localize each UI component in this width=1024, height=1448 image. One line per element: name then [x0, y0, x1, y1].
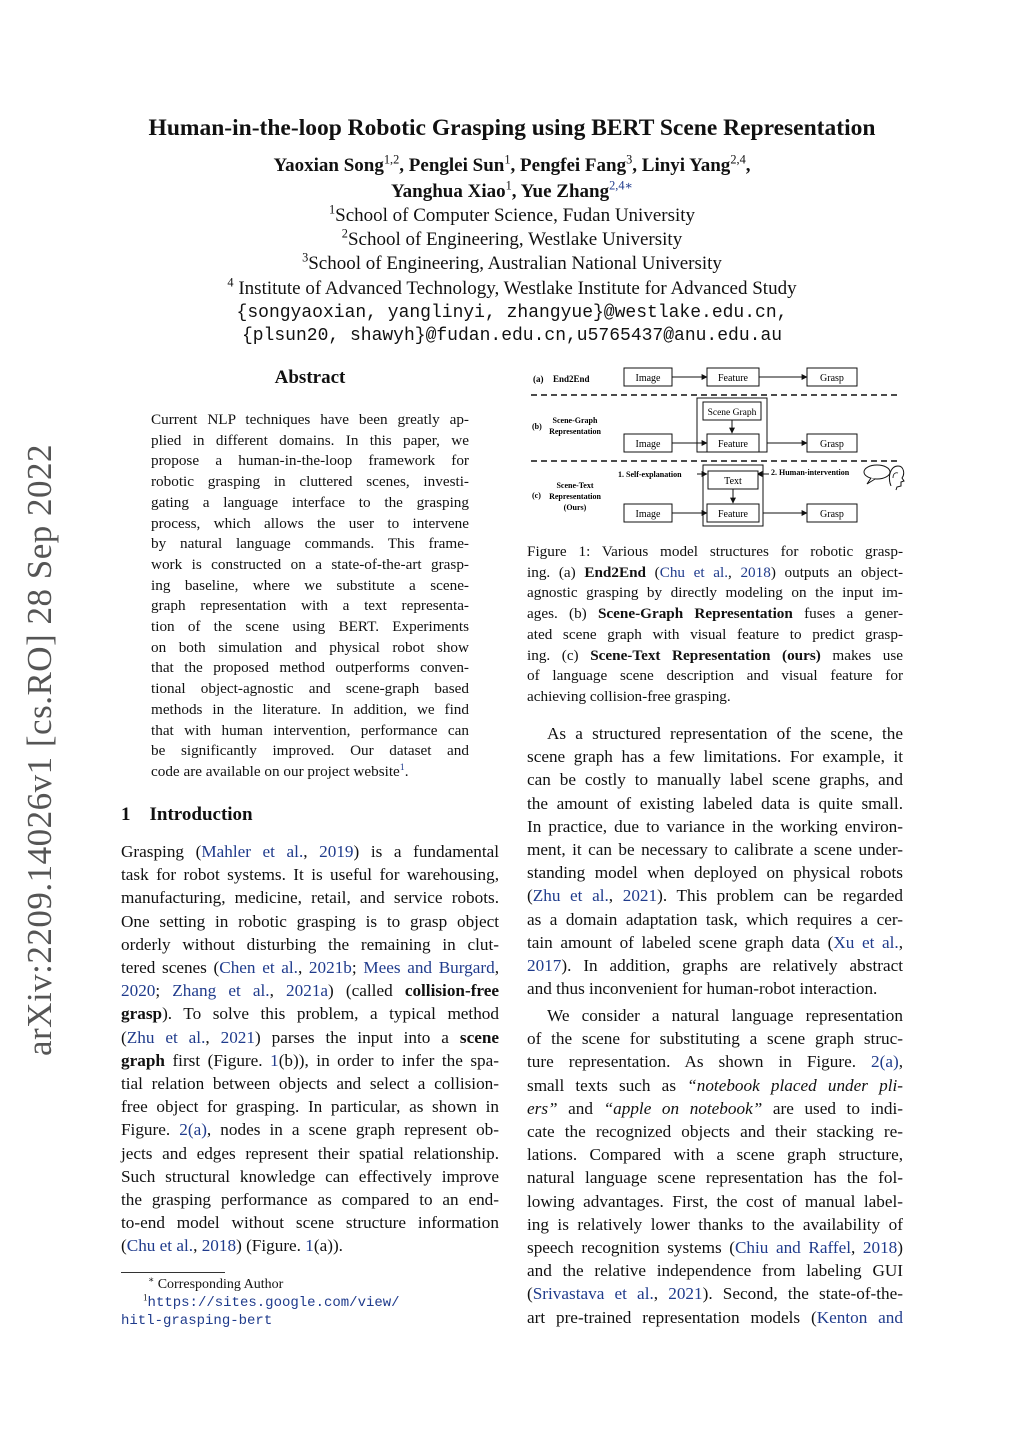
text-line — [527, 667, 903, 688]
self-explanation-label: 1. Self-explanation — [618, 470, 682, 479]
text-run: by natural language commands. This frame- — [151, 535, 469, 553]
paper-title: Human-in-the-loop Robotic Grasping using BERT Scene Representation — [148, 115, 876, 141]
footnote-rule — [121, 1272, 225, 1273]
text-line — [151, 452, 469, 473]
text-run: free object for grasping. In particular, as shown in — [121, 1097, 499, 1117]
feature-label-c: Feature — [718, 509, 748, 520]
author-line-2 — [100, 178, 924, 203]
citation-link[interactable]: 2018 — [201, 1236, 237, 1256]
project-url-link[interactable]: https://sites.google.com/view/ — [147, 1295, 400, 1311]
text-run: that the proposed method outperforms conven- — [151, 659, 469, 677]
text-line — [527, 1122, 903, 1145]
author-affil-sup: 1 — [505, 178, 512, 193]
citation-link[interactable]: 2021 — [668, 1284, 703, 1304]
text-run: ated scene graph with visual feature to predict grasp- — [527, 625, 903, 643]
text-run: scene graph has a few limitations. For example, it — [527, 747, 903, 767]
citation-link[interactable]: 1 — [270, 1050, 279, 1070]
text-run: , — [303, 842, 320, 861]
text-run: ). This problem can be regarded — [657, 886, 904, 906]
text-run: , — [898, 932, 903, 952]
author-affil-sup: 2,4 — [730, 152, 746, 167]
text-run: , nodes in a scene graph represent ob- — [206, 1120, 500, 1140]
text-line — [151, 577, 469, 598]
row-c-name-3: (Ours) — [563, 503, 587, 512]
text-run: , — [297, 958, 309, 977]
text-run: agnostic grasping by directly modeling on the input im- — [527, 584, 903, 602]
author-name: , Penglei Sun — [399, 155, 505, 176]
image-label-c: Image — [635, 509, 661, 520]
text-run: tional object-agnostic and scene-graph based — [151, 680, 469, 698]
text-line — [527, 647, 903, 668]
text-line — [527, 1168, 903, 1191]
text-run: process, which allows the user to intervene — [151, 514, 469, 532]
text-line — [121, 958, 499, 981]
abstract-body — [151, 411, 469, 791]
text-line — [527, 543, 903, 564]
image-label-a: Image — [635, 373, 661, 384]
text-line — [121, 1004, 499, 1027]
text-run: In practice, due to variance in the working environ- — [527, 816, 903, 836]
citation-link[interactable]: Zhang et al. — [172, 981, 270, 1001]
author-affil-sup: 2,4∗ — [609, 178, 633, 193]
text-line — [121, 842, 499, 865]
italic-quote: ers” — [527, 1098, 558, 1118]
text-line — [121, 981, 499, 1004]
row-b-name-2: Representation — [549, 427, 601, 436]
text-run: on both simulation and physical robot show — [151, 638, 469, 656]
text-run: task for robot systems. It is useful for warehousing, — [121, 865, 499, 885]
text-run: ) outputs an object- — [770, 563, 904, 581]
text-line — [151, 659, 469, 680]
text-line — [527, 1215, 903, 1238]
text-line — [527, 933, 903, 956]
text-run: ). In addition, graphs are relatively abstract — [561, 956, 903, 975]
row-b-label: (b) — [532, 422, 542, 431]
text-run: , — [193, 1236, 202, 1256]
footnote-text: Corresponding Author — [154, 1277, 284, 1292]
text-run: ( — [645, 563, 660, 581]
text-line — [527, 564, 903, 585]
author-name: , Linyi Yang — [632, 155, 731, 176]
affiliation-1 — [100, 202, 924, 227]
text-run: ( — [527, 1284, 533, 1304]
text-line — [121, 1074, 499, 1097]
text-line — [121, 1028, 499, 1051]
text-line — [151, 494, 469, 515]
text-run: ( — [527, 886, 533, 906]
image-label-b: Image — [635, 439, 661, 450]
citation-link[interactable]: 2021a — [286, 981, 329, 1001]
row-c-name-2: Representation — [549, 492, 601, 501]
scene-graph-label-b: Scene Graph — [707, 408, 757, 418]
text-line — [527, 1076, 903, 1099]
text-run: Grasping ( — [121, 842, 202, 861]
text-run: cate the recognized objects and their stacking re- — [527, 1122, 903, 1141]
author-name: Yaoxian Song — [273, 155, 384, 176]
text-line — [527, 886, 903, 909]
text-line — [151, 556, 469, 577]
text-run: (b)), in order to infer the spa- — [278, 1050, 499, 1070]
author-name: , Pengfei Fang — [510, 155, 627, 176]
text-line — [527, 1308, 903, 1331]
text-line — [151, 515, 469, 536]
text-line — [121, 865, 499, 888]
text-line — [121, 1120, 499, 1143]
right-paragraph-2 — [527, 1006, 903, 1336]
text-run: robotic grasping in cluttered scenes, investi- — [151, 473, 469, 491]
arxiv-sidebar — [0, 443, 80, 1057]
text-run: fuses a gener- — [792, 605, 903, 623]
text-line — [121, 1051, 499, 1074]
affil-text: School of Engineering, Australian National University — [308, 253, 722, 274]
affil-sup: 1 — [328, 202, 336, 217]
text-line — [121, 1213, 499, 1236]
text-run: , — [205, 1027, 221, 1047]
grasp-label-b: Grasp — [820, 439, 844, 450]
citation-link[interactable]: Chen et al. — [219, 958, 298, 977]
citation-link[interactable]: 2017 — [527, 956, 562, 975]
citation-link[interactable]: 2021 — [622, 886, 658, 906]
text-line — [151, 639, 469, 660]
text-run: ing. (c) — [527, 646, 591, 664]
author-affil-sup: 1,2 — [383, 152, 400, 167]
affil-text: School of Engineering, Westlake University — [347, 229, 683, 250]
text-run: ) parses the input into a — [254, 1027, 460, 1047]
text-run: ing is relatively lower thanks to the availability of — [527, 1214, 903, 1234]
text-run: Figure 1: Various model structures for robotic grasp- — [527, 543, 903, 560]
text-run: ture representation. As shown in Figure. — [527, 1052, 872, 1072]
text-line-last — [527, 688, 903, 709]
figure1-diagram — [527, 362, 905, 530]
email-line-2: {plsun20, shawyh}@fudan.edu.cn,u5765437@anu.edu.au — [241, 326, 783, 346]
text-run: tered scenes ( — [121, 958, 220, 977]
text-run: makes use — [820, 646, 904, 664]
text-line — [121, 912, 499, 935]
row-a-name: End2End — [553, 374, 590, 384]
feature-label-b: Feature — [718, 439, 748, 450]
citation-link[interactable]: Chu et al. — [126, 1236, 194, 1256]
text-run: , — [898, 1052, 903, 1072]
affil-sup: 2 — [341, 226, 348, 241]
footnote-mark: ∗ — [148, 1274, 155, 1285]
footnote-ref[interactable]: 1 — [399, 761, 405, 773]
text-run: , — [653, 1284, 669, 1304]
text-run: ) (called — [328, 981, 405, 1001]
text-line-last — [121, 1236, 499, 1259]
text-line — [527, 605, 903, 626]
text-run: and the relative independence from labeling GUI — [527, 1261, 903, 1281]
author-affil-sup: 3 — [626, 152, 633, 167]
text-run: tain amount of labeled scene graph data ( — [527, 932, 834, 952]
text-line — [151, 432, 469, 453]
citation-link[interactable]: Zhu et al. — [532, 886, 609, 906]
footnote-mark: 1 — [143, 1292, 148, 1303]
text-line — [527, 584, 903, 605]
text-line — [151, 473, 469, 494]
text-line — [527, 840, 903, 863]
bold-term: End2End — [584, 563, 646, 581]
affiliation-3 — [100, 250, 924, 275]
citation-link[interactable]: 2021b — [308, 958, 352, 977]
text-line — [527, 910, 903, 933]
text-run: We consider a natural language representation — [547, 1006, 903, 1025]
text-run: ). Second, the state-of-the- — [702, 1284, 903, 1304]
text-run: small texts such as — [527, 1075, 688, 1095]
feature-label-a: Feature — [718, 373, 748, 384]
bold-term: collision-free — [404, 981, 499, 1001]
text-run: can be costly to manually label scene graphs, and — [527, 770, 903, 790]
section-number: 1 — [121, 804, 131, 825]
text-line — [151, 742, 469, 763]
text-line — [527, 747, 903, 770]
text-line — [527, 1099, 903, 1122]
text-run: methods in the literature. In addition, we find — [151, 700, 469, 718]
citation-link[interactable]: Kenton and — [816, 1307, 903, 1327]
text-run: to-end model without scene structure information — [121, 1213, 499, 1233]
text-run: manufacturing, medicine, retail, and service robots. — [121, 888, 499, 908]
citation-link[interactable]: 2018 — [862, 1238, 898, 1257]
affiliation-4 — [100, 275, 924, 300]
text-run: , — [269, 981, 287, 1001]
text-run: Current NLP techniques have been greatly ap- — [151, 411, 469, 428]
text-run: tion of the scene using BERT. Experiments — [151, 618, 469, 635]
text-line — [151, 618, 469, 639]
text-line — [527, 1145, 903, 1168]
bold-term: graph — [121, 1050, 165, 1070]
text-label-c: Text — [724, 476, 742, 487]
text-line — [527, 1006, 903, 1029]
text-run: the grasping performance as compared to an end- — [121, 1190, 499, 1209]
citation-link[interactable]: Xu et al. — [833, 932, 899, 952]
author-name: , Yue Zhang — [511, 181, 610, 202]
right-paragraph-1 — [527, 724, 903, 1004]
text-run: lowing advantages. First, the cost of manual label- — [527, 1191, 903, 1211]
text-run: lations. Compared with a scene graph structure, — [527, 1145, 903, 1165]
citation-link[interactable]: 2018 — [740, 563, 771, 581]
text-line — [527, 1284, 903, 1307]
intro-heading — [121, 804, 253, 826]
text-run: , — [851, 1238, 863, 1257]
italic-quote: “notebook placed under pli- — [687, 1075, 903, 1095]
text-run: achieving collision-free grasping. — [527, 687, 731, 705]
text-line — [527, 956, 903, 979]
row-a-label: (a) — [533, 374, 544, 384]
intro-body — [121, 842, 499, 1262]
citation-link[interactable]: 2021 — [220, 1027, 255, 1047]
author-separator: , — [745, 155, 751, 176]
section-title: Introduction — [149, 804, 253, 825]
text-run: Figure. — [121, 1120, 180, 1140]
abstract-heading: Abstract — [274, 367, 346, 388]
text-run: ing. (a) — [527, 563, 585, 581]
citation-link[interactable]: Mahler et al. — [201, 842, 304, 861]
text-run: code are available on our project website — [151, 762, 400, 780]
affil-sup: 3 — [302, 250, 309, 265]
author-affil-sup: 1 — [504, 152, 511, 167]
text-run: As a structured representation of the scene, the — [547, 724, 903, 743]
email-line-1: {songyaoxian, yanglinyi, zhangyue}@westlake.edu.cn, — [236, 303, 788, 323]
text-run: plied in different domains. In this paper, we — [151, 431, 469, 449]
text-run: ages. (b) — [527, 605, 598, 623]
text-run: , — [608, 886, 623, 906]
citation-link[interactable]: Chu et al. — [659, 563, 728, 581]
text-run: tial relation between objects and select a collision- — [121, 1074, 499, 1093]
text-line — [527, 1238, 903, 1261]
text-run: graph representation with a text representa- — [151, 597, 469, 615]
text-line — [121, 1097, 499, 1120]
text-run: and — [557, 1098, 604, 1118]
italic-quote: “apple on notebook” — [603, 1098, 763, 1118]
text-run: ; — [155, 981, 173, 1001]
text-line — [151, 411, 469, 432]
text-run: ) is a fundamental — [353, 842, 499, 861]
text-run: ). To solve this problem, a typical method — [162, 1004, 499, 1024]
text-line-last — [151, 763, 469, 784]
text-run: propose a human-in-the-loop framework for — [151, 452, 469, 470]
project-url-link-cont[interactable]: hitl-grasping-bert — [121, 1313, 273, 1329]
citation-link[interactable]: Chiu and Raffel — [734, 1238, 851, 1257]
text-line — [121, 1167, 499, 1190]
text-run: and thus inconvenient for human-robot interaction. — [527, 979, 878, 999]
row-b-name-1: Scene-Graph — [552, 416, 598, 425]
text-run: be significantly improved. Our dataset and — [151, 742, 469, 760]
text-line — [527, 863, 903, 886]
affil-text: Institute of Advanced Technology, Westlake Institute for Advanced Study — [233, 278, 797, 299]
text-run: , — [728, 563, 741, 581]
text-run: art pre-trained representation models ( — [527, 1307, 817, 1327]
text-run: ing baseline, where we substitute a scene- — [151, 576, 469, 594]
text-run: first (Figure. — [164, 1050, 271, 1070]
text-line — [151, 597, 469, 618]
citation-link[interactable]: 2(a) — [179, 1120, 207, 1140]
citation-link[interactable]: 2020 — [121, 981, 156, 1001]
text-run: gating a language interface to the grasping — [151, 493, 469, 511]
bold-term: scene — [459, 1027, 500, 1047]
text-run: (a)). — [313, 1236, 343, 1256]
text-line — [151, 535, 469, 556]
figure1-caption — [527, 543, 903, 708]
text-line — [527, 770, 903, 793]
human-head-icon — [889, 466, 904, 490]
speech-bubble-icon — [864, 465, 890, 484]
text-line — [151, 701, 469, 722]
bold-term: grasp — [121, 1004, 163, 1024]
text-run: of the scene for substituting a scene graph struc- — [527, 1029, 903, 1049]
text-line — [527, 1029, 903, 1052]
row-c-name-1: Scene-Text — [556, 481, 594, 490]
citation-link[interactable]: 1 — [305, 1236, 314, 1256]
text-run: Such structural knowledge can effectively improve — [121, 1166, 499, 1186]
text-run: ; — [351, 958, 364, 977]
text-line — [121, 888, 499, 911]
text-run: , — [494, 958, 499, 977]
text-run: jects and edges represent their spatial relationship. — [121, 1143, 499, 1163]
grasp-label-c: Grasp — [820, 509, 844, 520]
text-line — [527, 1052, 903, 1075]
text-run: orderly without disturbing the remaining in clut- — [121, 934, 499, 954]
bold-term: Scene-Text Representation (ours) — [590, 646, 821, 664]
text-line — [121, 1190, 499, 1213]
text-line — [121, 1144, 499, 1167]
human-intervention-label: 2. Human-intervention — [771, 468, 850, 477]
text-run: the amount of existing labeled data is quite small. — [527, 793, 903, 813]
text-run: . — [404, 762, 409, 780]
text-run: ment, it can be necessary to calibrate a scene under- — [527, 840, 903, 859]
text-line — [527, 626, 903, 647]
text-run: that with human intervention, performance can — [151, 721, 469, 739]
affiliation-2 — [100, 226, 924, 251]
text-line — [121, 935, 499, 958]
text-run: work is constructed on a state-of-the-art grasp- — [151, 555, 469, 573]
affil-text: School of Computer Science, Fudan University — [335, 205, 696, 226]
citation-link[interactable]: Zhu et al. — [126, 1027, 206, 1047]
text-run: One setting in robotic grasping is to grasp object — [121, 911, 499, 931]
text-run: natural language scene representation has the fol- — [527, 1168, 903, 1188]
text-run: ) — [897, 1238, 903, 1257]
text-line — [527, 1261, 903, 1284]
text-line — [527, 724, 903, 747]
citation-link[interactable]: Mees and Burgard — [363, 958, 495, 977]
citation-link[interactable]: 2(a) — [871, 1052, 899, 1072]
text-run: are used to indi- — [762, 1098, 903, 1118]
text-run: speech recognition systems ( — [527, 1238, 735, 1257]
author-line-1 — [100, 152, 924, 177]
footnote-corresponding — [148, 1274, 284, 1293]
text-line — [527, 1192, 903, 1215]
text-run: standing model when deployed on physical robots — [527, 863, 903, 883]
arxiv-identifier: arXiv:2209.14026v1 [cs.RO] 28 Sep 2022 — [20, 443, 59, 1057]
text-run: ( — [121, 1027, 127, 1047]
citation-link[interactable]: Srivastava et al. — [532, 1284, 654, 1304]
author-name: Yanghua Xiao — [391, 181, 506, 202]
affil-sup: 4 — [227, 275, 234, 290]
bold-term: Scene-Graph Representation — [597, 605, 793, 623]
text-run: as a domain adaptation task, which requires a cer- — [527, 909, 903, 929]
text-run: ( — [121, 1236, 127, 1256]
text-run: of language scene description and visual feature for — [527, 667, 903, 685]
grasp-label-a: Grasp — [820, 373, 844, 384]
text-line — [527, 794, 903, 817]
text-line — [151, 722, 469, 743]
text-line — [527, 817, 903, 840]
text-line — [151, 680, 469, 701]
footnote-1 — [143, 1292, 400, 1311]
text-run: ) (Figure. — [236, 1236, 306, 1256]
text-line-last — [527, 979, 903, 1002]
citation-link[interactable]: 2019 — [319, 842, 354, 861]
row-c-label: (c) — [532, 491, 541, 500]
